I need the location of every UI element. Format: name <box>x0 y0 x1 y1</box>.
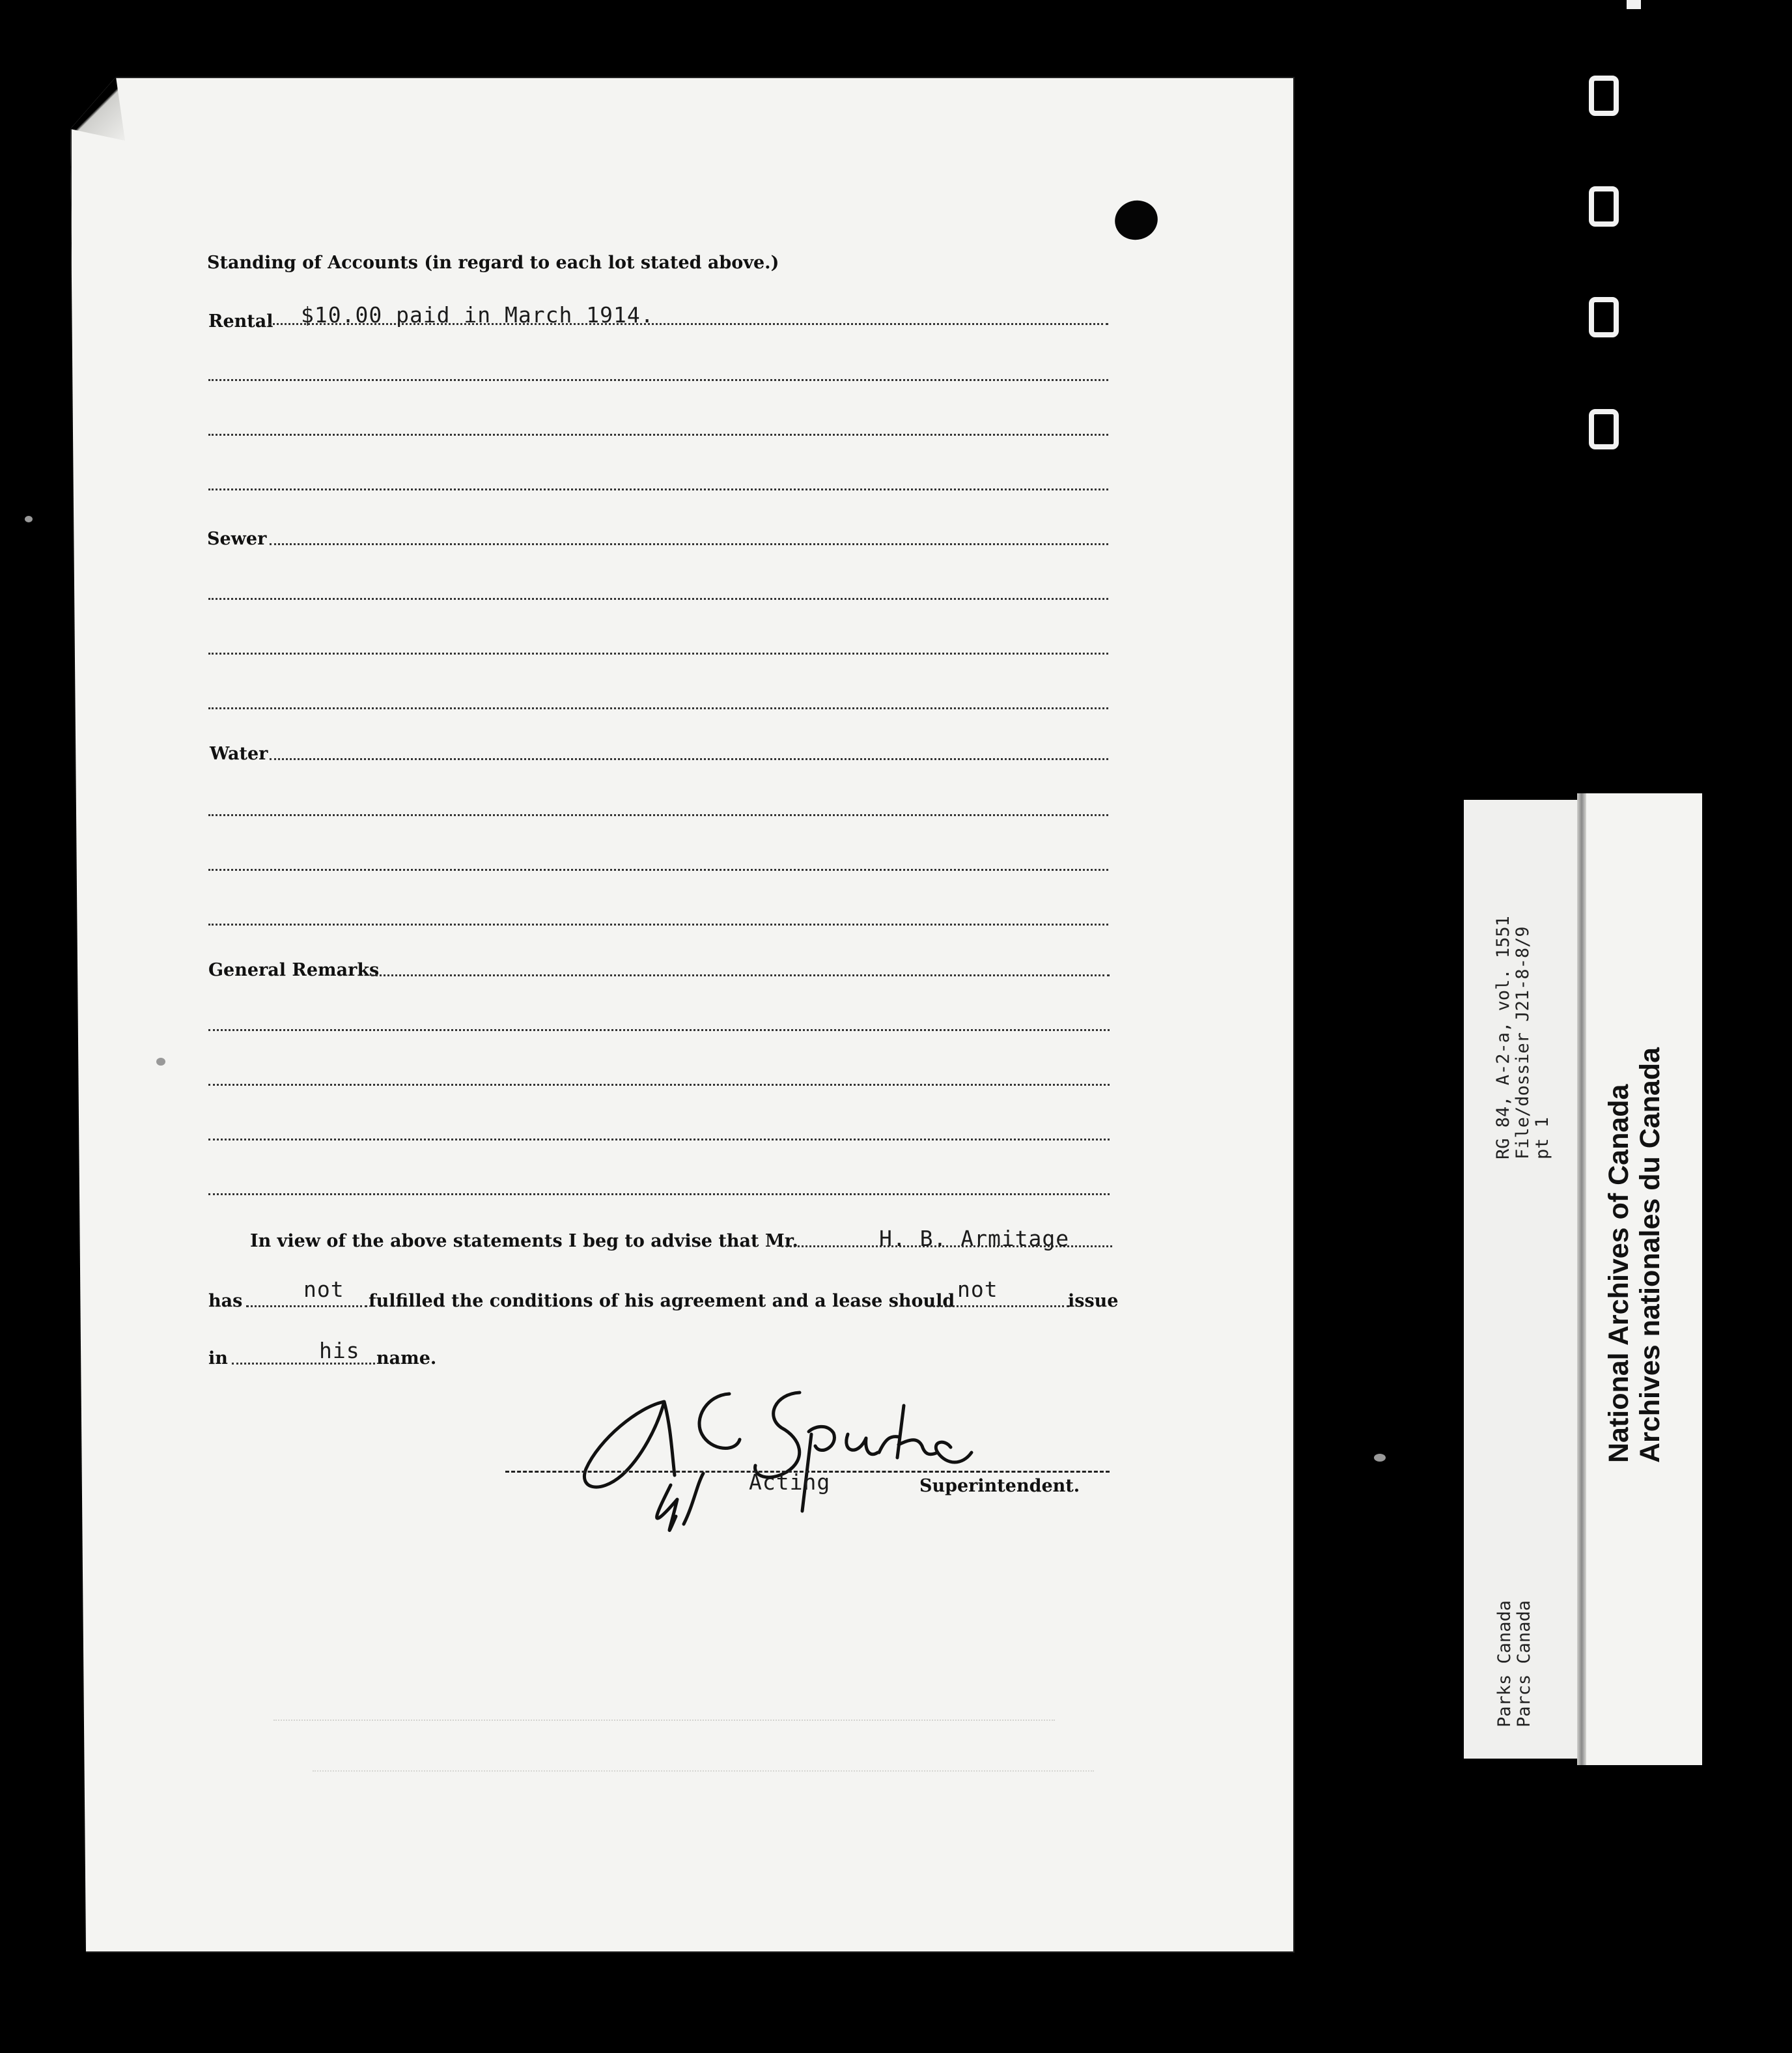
issue-label: issue <box>1068 1291 1119 1311</box>
film-marker <box>1589 186 1619 227</box>
superintendent-label: Superintendent. <box>919 1476 1080 1496</box>
advise-text: In view of the above statements I beg to advise that Mr. <box>250 1231 798 1251</box>
agency-name: Parks Canada Parcs Canada <box>1494 1600 1534 1727</box>
sewer-line[interactable] <box>270 543 1108 545</box>
rental-label: Rental <box>208 311 273 332</box>
film-marker <box>1589 297 1619 337</box>
fulfilled-text: fulfilled the conditions of his agreement and a lease should <box>369 1291 955 1311</box>
should-value: not <box>957 1277 998 1302</box>
standing-heading: Standing of Accounts (in regard to each lot stated above.) <box>207 253 779 273</box>
document-page <box>70 77 1295 1953</box>
remarks-line[interactable] <box>371 974 1110 976</box>
remarks-label: General Remarks <box>208 960 380 980</box>
archive-reference: RG 84, A-2-a, vol. 1551 File/dossier J21-8-8/9 pt 1 <box>1493 916 1552 1159</box>
has-label: has <box>208 1291 243 1311</box>
sewer-label: Sewer <box>207 529 267 549</box>
film-marker <box>1589 409 1619 449</box>
has-value: not <box>303 1277 344 1302</box>
advise-name: H. B. Armitage <box>879 1226 1070 1251</box>
in-label: in <box>208 1348 228 1368</box>
archives-name: National Archives of Canada Archives nationales du Canada <box>1603 1047 1666 1463</box>
acting-value: Acting <box>749 1469 831 1495</box>
film-marker-top <box>1627 0 1641 9</box>
rental-value: $10.00 paid in March 1914. <box>301 302 654 328</box>
water-label: Water <box>210 744 268 764</box>
in-value: his <box>319 1338 360 1363</box>
signature <box>560 1355 990 1557</box>
water-line[interactable] <box>270 758 1108 760</box>
film-marker <box>1589 76 1619 116</box>
name-label: name. <box>376 1348 437 1368</box>
